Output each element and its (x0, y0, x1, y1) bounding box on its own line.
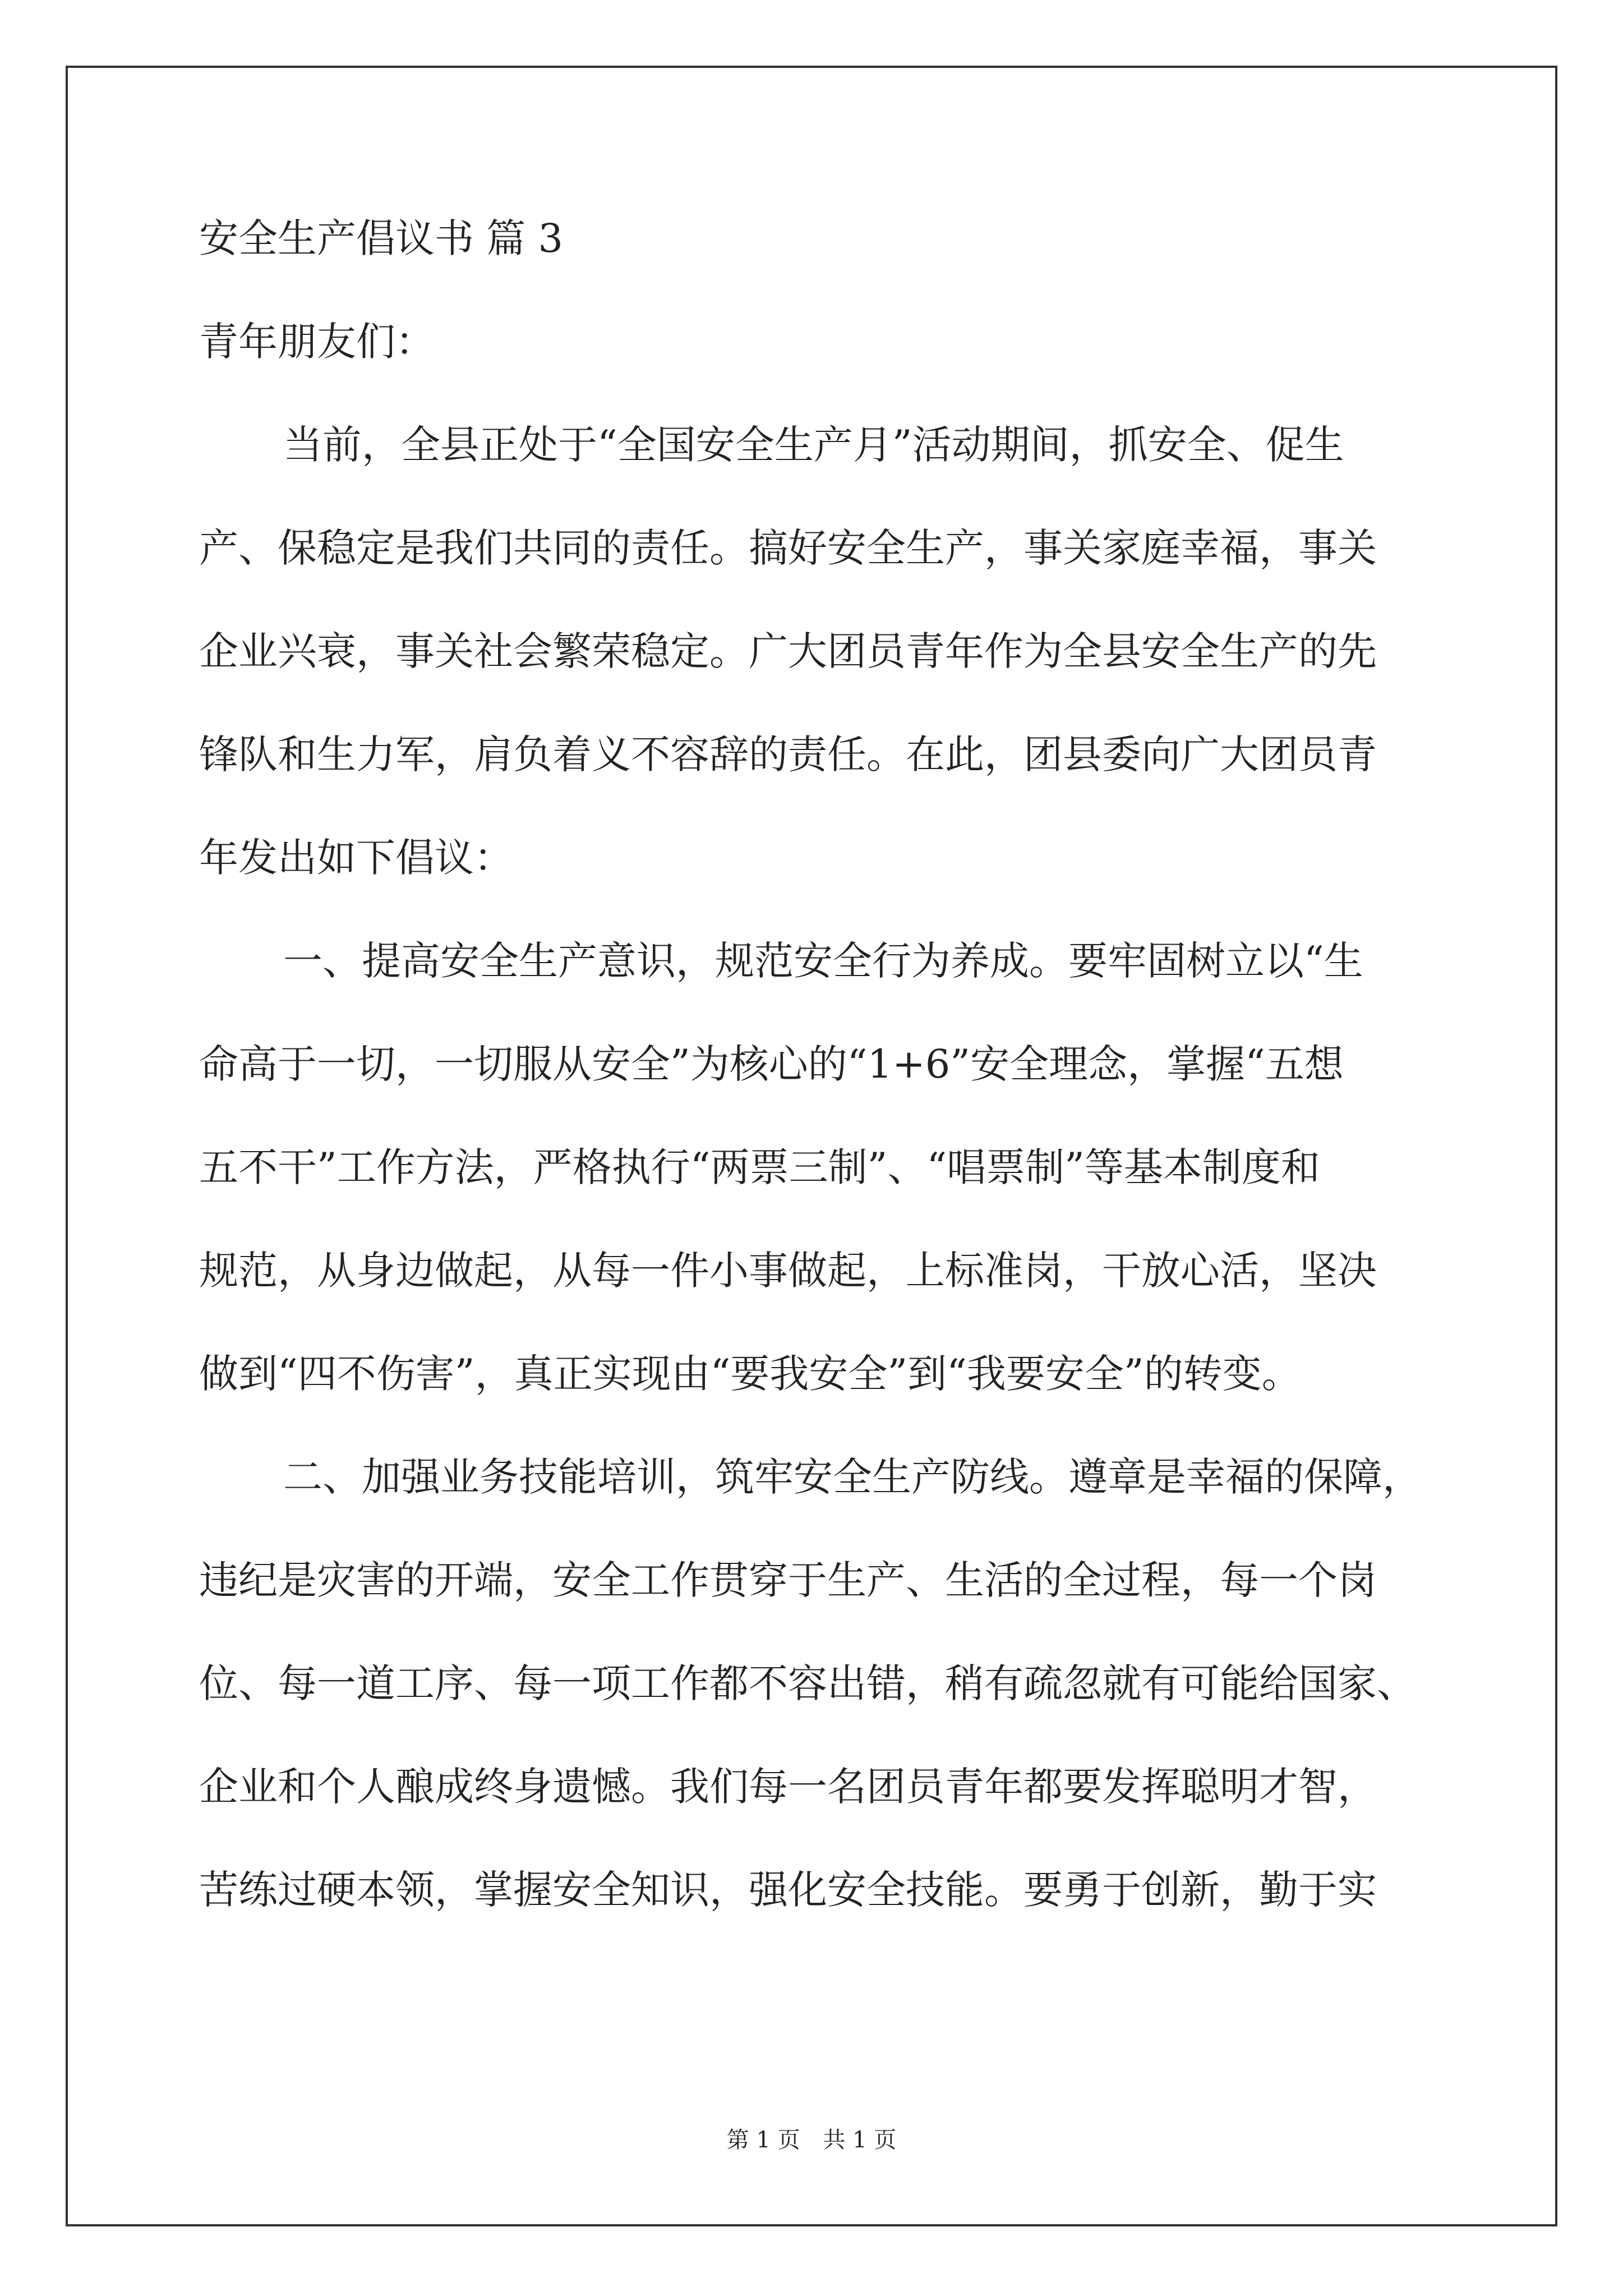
paragraph-line: 命高于一切，一切服从安全”为核心的“1+6”安全理念，掌握“五想 (199, 1041, 1344, 1087)
paragraph-line: 违纪是灾害的开端，安全工作贯穿于生产、生活的全过程，每一个岗 (199, 1557, 1377, 1603)
paragraph-line: 五不干”工作方法，严格执行“两票三制”、“唱票制”等基本制度和 (199, 1144, 1320, 1190)
page-footer (0, 2126, 1623, 2154)
paragraph-line: 苦练过硬本领，掌握安全知识，强化安全技能。要勇于创新，勤于实 (199, 1867, 1377, 1913)
page-number: 第 1 页 (726, 2127, 800, 2153)
paragraph-line: 企业兴衰，事关社会繁荣稳定。广大团员青年作为全县安全生产的先 (199, 628, 1377, 674)
paragraph-line: 规范，从身边做起，从每一件小事做起，上标准岗，干放心活，坚决 (199, 1248, 1377, 1294)
document-body (199, 213, 1430, 1968)
paragraph-3 (199, 1452, 1430, 1915)
paragraph-line: 一、提高安全生产意识，规范安全行为养成。要牢固树立以“生 (283, 938, 1363, 984)
paragraph-line: 企业和个人酿成终身遗憾。我们每一名团员青年都要发挥聪明才智， (199, 1764, 1377, 1810)
paragraph-line: 二、加强业务技能培训，筑牢安全生产防线。遵章是幸福的保障， (283, 1454, 1422, 1500)
salutation: 青年朋友们： (199, 319, 435, 365)
paragraph-line: 锋队和生力军，肩负着义不容辞的责任。在此，团县委向广大团员青 (199, 731, 1377, 777)
paragraph-line: 当前，全县正处于“全国安全生产月”活动期间，抓安全、促生 (283, 422, 1344, 468)
paragraph-line: 产、保稳定是我们共同的责任。搞好安全生产，事关家庭幸福，事关 (199, 525, 1377, 571)
paragraph-2 (199, 936, 1430, 1399)
paragraph-line: 年发出如下倡议： (199, 835, 513, 881)
document-title: 安全生产倡议书 篇 3 (199, 215, 564, 261)
paragraph-line: 做到“四不伤害”，真正实现由“要我安全”到“我要安全”的转变。 (199, 1351, 1301, 1397)
paragraph-1 (199, 420, 1430, 883)
paragraph-line: 位、每一道工序、每一项工作都不容出错，稍有疏忽就有可能给国家、 (199, 1660, 1416, 1706)
page-total: 共 1 页 (823, 2127, 897, 2153)
